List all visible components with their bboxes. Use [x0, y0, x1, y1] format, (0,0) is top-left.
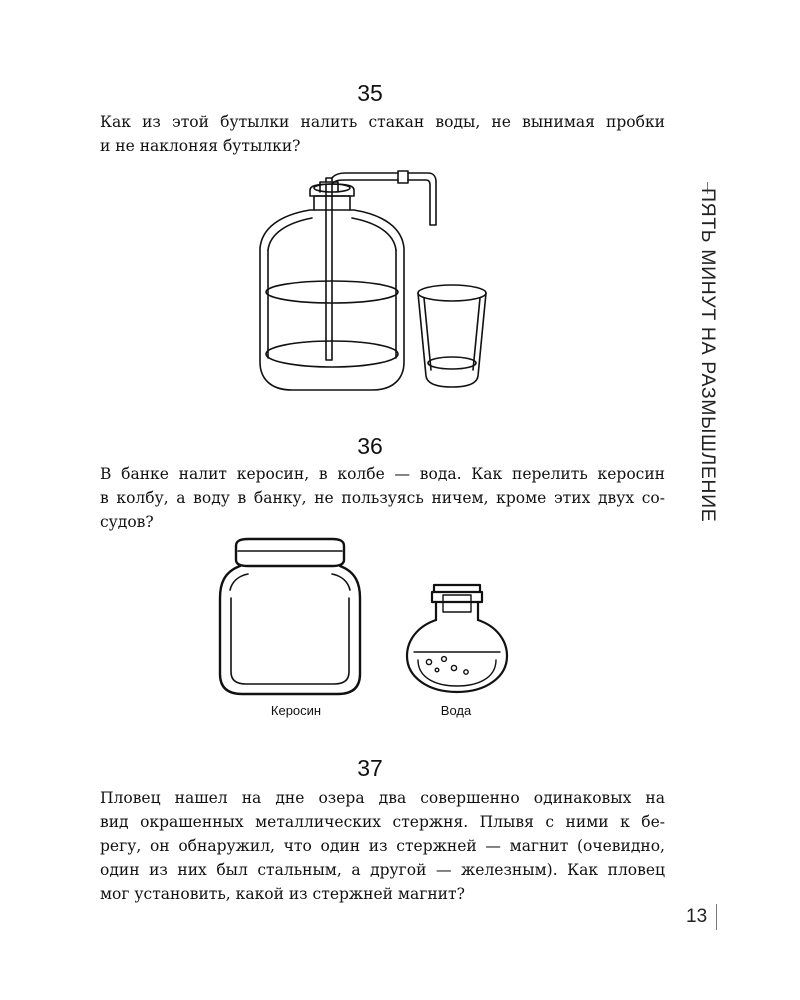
- page-number: 13: [686, 906, 708, 927]
- problem-37-line-3: регу, он обнаружил, что один из стержней — магнит (очевидно,: [100, 837, 665, 855]
- problem-37-text: [100, 786, 665, 906]
- problem-37-line-4: один из них был стальным, а другой — железным). Как пловец: [100, 861, 665, 879]
- problem-36-text: [100, 462, 665, 534]
- flask-caption: Вода: [440, 703, 472, 718]
- running-title: ПЯТЬ МИНУТ НА РАЗМЫШЛЕНИЕ: [697, 188, 719, 523]
- jar-illustration: [218, 538, 368, 698]
- problem-37-line-5: мог установить, какой из стержней магнит?: [100, 885, 465, 903]
- problem-35-text: [100, 110, 665, 158]
- problem-35-line-1: Как из этой бутылки налить стакан воды, не вынимая пробки: [100, 113, 665, 131]
- problem-36-line-3: судов?: [100, 513, 154, 531]
- problem-36-line-2: в колбу, а воду в банку, не пользуясь ничем, кроме этих двух со-: [100, 489, 665, 507]
- problem-37-line-1: Пловец нашел на дне озера два совершенно одинаковых на: [100, 789, 665, 807]
- problem-36-line-1: В банке налит керосин, в колбе — вода. Как перелить керосин: [100, 465, 665, 483]
- bottle-siphon-illustration: [240, 170, 500, 400]
- flask-illustration: [404, 582, 510, 694]
- page-number-rule: [716, 904, 717, 930]
- jar-caption: Керосин: [270, 703, 322, 718]
- problem-35-line-2: и не наклоняя бутылки?: [100, 137, 301, 155]
- problem-35-number: 35: [357, 80, 383, 106]
- problem-37-number: 37: [357, 755, 383, 781]
- problem-37-line-2: вид окрашенных металлических стержня. Плывя с ними к бе-: [100, 813, 665, 831]
- problem-36-number: 36: [357, 433, 383, 459]
